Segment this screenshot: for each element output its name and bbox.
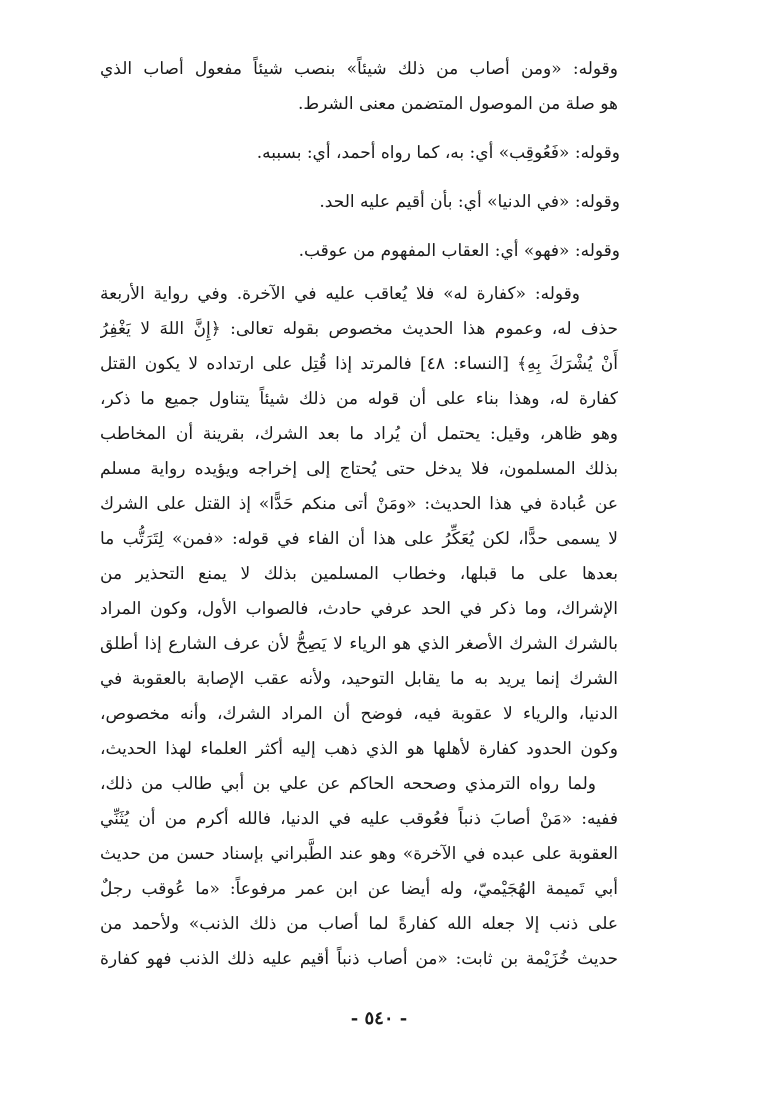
paragraph-3: [100, 185, 658, 220]
text-line: لا يسمى حدًّا، لكن يُعَكِّرُ على هذا أن الفاء في قوله: «فمن» لِتَرَتُّب ما: [100, 529, 618, 549]
text-line: الدنيا، والرياء لا عقوبة فيه، فوضح أن المراد الشرك، وأنه مخصوص،: [100, 704, 618, 724]
text-line: حديث خُزَيْمة بن ثابت: «من أصاب ذنباً أقيم عليه ذلك الذنب فهو كفارة: [100, 949, 618, 969]
body-text: [100, 52, 658, 977]
paragraph-5: [100, 277, 658, 977]
text-line: كفارة له، وهذا بناء على أن قوله من ذلك شيئاً يتناول جميع ما ذكر،: [100, 389, 618, 409]
text-line: وهو ظاهر، وقيل: يحتمل أن يُراد ما بعد الشرك، بقرينة أن المخاطب: [100, 424, 618, 444]
text-line: ففيه: «مَنْ أصابَ ذنباً فعُوقب عليه في الدنيا، فالله أكرم من أن يُثَنِّي: [100, 809, 618, 829]
text-line: وكون الحدود كفارة لأهلها هو الذي ذهب إليه أكثر العلماء لهذا الحديث،: [100, 739, 618, 759]
text-line: الشرك إنما يريد به ما يقابل التوحيد، ولأنه عقب الإصابة بالعقوبة في: [100, 669, 618, 689]
text-line: عن عُبادة في هذا الحديث: «ومَنْ أتى منكم حَدًّا» إذ القتل على الشرك: [100, 494, 618, 514]
text-line: حذف له، وعموم هذا الحديث مخصوص بقوله تعالى: ﴿إِنَّ اللهَ لا يَغْفِرُ: [100, 319, 618, 339]
text-line: على ذنب إلا جعله الله كفارةً لما أصاب من ذلك الذنب» ولأحمد من: [100, 914, 618, 934]
text-line: وقوله: «فَعُوقِب» أي: به، كما رواه أحمد، أي: بسببه.: [256, 143, 620, 163]
text-line: ولما رواه الترمذي وصححه الحاكم عن علي بن أبي طالب من ذلك،: [100, 774, 596, 794]
text-line: بالشرك الشرك الأصغر الذي هو الرياء لا يَصِحُّ لأن عرف الشارع إذا أطلق: [100, 634, 618, 654]
text-line: بعدها على ما قبلها، وخطاب المسلمين بذلك لا يمنع التحذير من: [100, 564, 618, 584]
paragraph-2: [100, 136, 658, 171]
text-line: بذلك المسلمون، فلا يدخل حتى يُحتاج إلى إخراجه ويؤيده رواية مسلم: [100, 459, 618, 479]
text-line: العقوبة على عبده في الآخرة» وهو عند الطَّبراني بإسناد حسن من حديث: [100, 844, 618, 864]
text-line: أَنْ يُشْرَكَ بِهِ﴾ [النساء: ٤٨] فالمرتد إذا قُتِل على ارتداده لا يكون القتل: [100, 354, 618, 374]
text-line: هو صلة من الموصول المتضمن معنى الشرط.: [297, 94, 618, 114]
page-number: - ٥٤٠ -: [350, 1008, 408, 1029]
text-line: وقوله: «في الدنيا» أي: بأن أقيم عليه الحد.: [319, 192, 620, 212]
text-line: وقوله: «ومن أصاب من ذلك شيئاً» بنصب شيئاً مفعول أصاب الذي: [100, 59, 618, 79]
text-line: وقوله: «كفارة له» فلا يُعاقب عليه في الآخرة. وفي رواية الأربعة: [100, 284, 580, 304]
paragraph-4: [100, 234, 658, 269]
text-line: أبي تَميمة الهُجَيْميّ، وله أيضا عن ابن عمر مرفوعاً: «ما عُوقب رجلٌ: [100, 879, 618, 899]
text-line: وقوله: «فهو» أي: العقاب المفهوم من عوقب.: [298, 241, 620, 261]
paragraph-1: [100, 52, 658, 122]
text-line: الإشراك، وما ذكر في الحد عرفي حادث، فالصواب الأول، وكون المراد: [100, 599, 618, 619]
